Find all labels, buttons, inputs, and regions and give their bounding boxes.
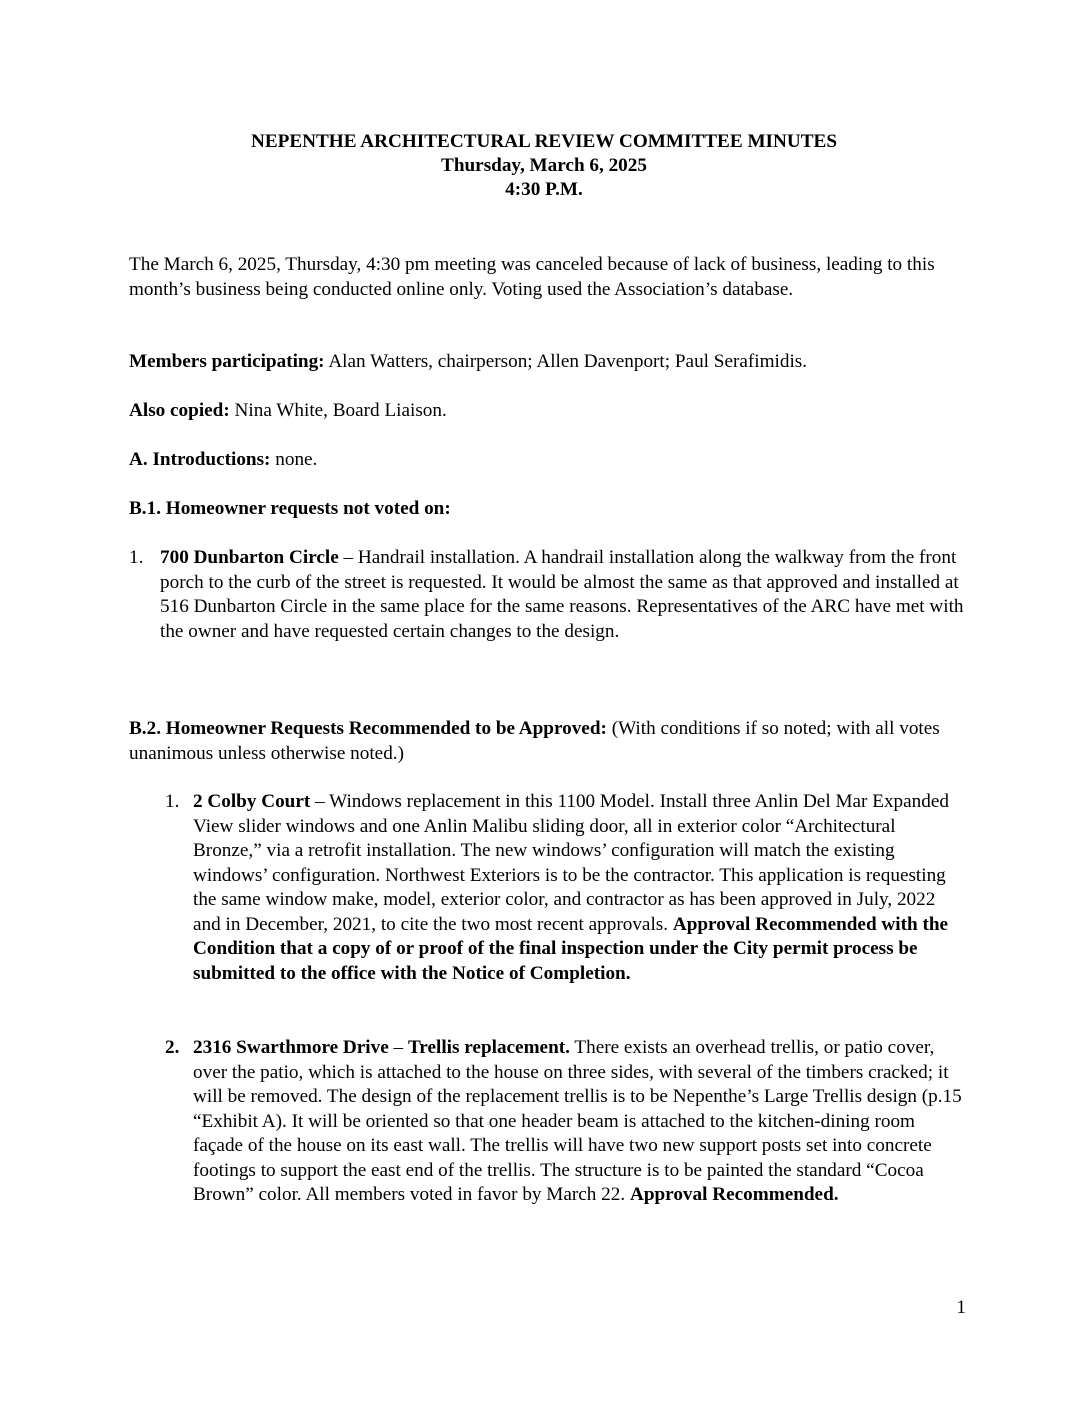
item-text: – Handrail installation. A handrail installation along the walkway from the front porch to the curb of the street is requested. It would be almost the same as that approved and installed at 516 Dunbarton Circle in the same place for the same reasons. Representatives of the ARC have met with the owner and have requested certain changes to the design. [160,547,964,642]
item-text: There exists an overhead trellis, or patio cover, over the patio, which is attached to the house on three sides, with several of the timbers cracked; it will be removed. The design of the replacement trellis is to be Nepenthe’s Large Trellis design (p.15 “Exhibit A). It will be oriented so that one header beam is attached to the kitchen-dining room façade of the house on its east wall. The trellis will have two new support posts set into concrete footings to support the east end of the trellis. The structure is to be painted the standard “Cocoa Brown” color. All members voted in favor by March 22. [193,1037,962,1205]
introductions-paragraph [129,448,969,473]
item-address: 2 Colby Court [193,791,311,812]
item-number: 1. [129,547,144,568]
section-b1-heading [129,497,969,522]
intro-paragraph [129,253,969,302]
section-b2-title: B.2. Homeowner Requests Recommended to be Approved: [129,718,607,739]
section-b2-heading [129,717,969,766]
intro-text: The March 6, 2025, Thursday, 4:30 pm meeting was canceled because of lack of business, leading to this month’s business being conducted online only. Voting used the Association’s database. [129,254,935,300]
item-number: 1. [165,791,180,812]
meeting-date: Thursday, March 6, 2025 [441,155,647,176]
introductions-label: A. Introductions: [129,449,271,470]
members-label: Members participating: [129,351,325,372]
introductions-text: none. [270,449,318,470]
document-title: NEPENTHE ARCHITECTURAL REVIEW COMMITTEE MINUTES [250,131,838,152]
meeting-time: 4:30 P.M. [505,179,583,200]
copied-text: Nina White, Board Liaison. [229,400,447,421]
section-b2-note: (With conditions if so noted; with all votes unanimous unless otherwise noted.) [129,718,940,764]
minutes-header [0,130,1088,202]
copied-label: Also copied: [129,400,230,421]
copied-paragraph [129,399,969,424]
item-dash: – [388,1037,408,1058]
item-text: – Windows replacement in this 1100 Model. Install three Anlin Del Mar Expanded View slider windows and one Anlin Malibu sliding door, all in exterior color “Architectural Bronze,” via a retrofit installation. The new windows’ configuration will match the existing windows’ configuration. Northwest Exteriors is to be the contractor. This application is requesting the same window make, model, exterior color, and contractor as has been approved in July, 2022 and in December, 2021, to cite the two most recent approvals. [193,791,949,935]
members-text: Alan Watters, chairperson; Allen Davenport; Paul Serafimidis. [324,351,808,372]
item-address: 700 Dunbarton Circle [160,547,339,568]
item-subject: Trellis replacement. [407,1037,570,1058]
item-decision: Approval Recommended with the Condition that a copy of or proof of the final inspection under the City permit process be submitted to the office with the Notice of Completion. [193,913,949,984]
item-decision: Approval Recommended. [629,1184,839,1205]
section-b1-title: B.1. Homeowner requests not voted on: [129,498,451,519]
members-paragraph [129,350,969,375]
item-number: 2. [165,1037,180,1058]
item-address: 2316 Swarthmore Drive [193,1037,389,1058]
page-number: 1 [956,1297,966,1318]
